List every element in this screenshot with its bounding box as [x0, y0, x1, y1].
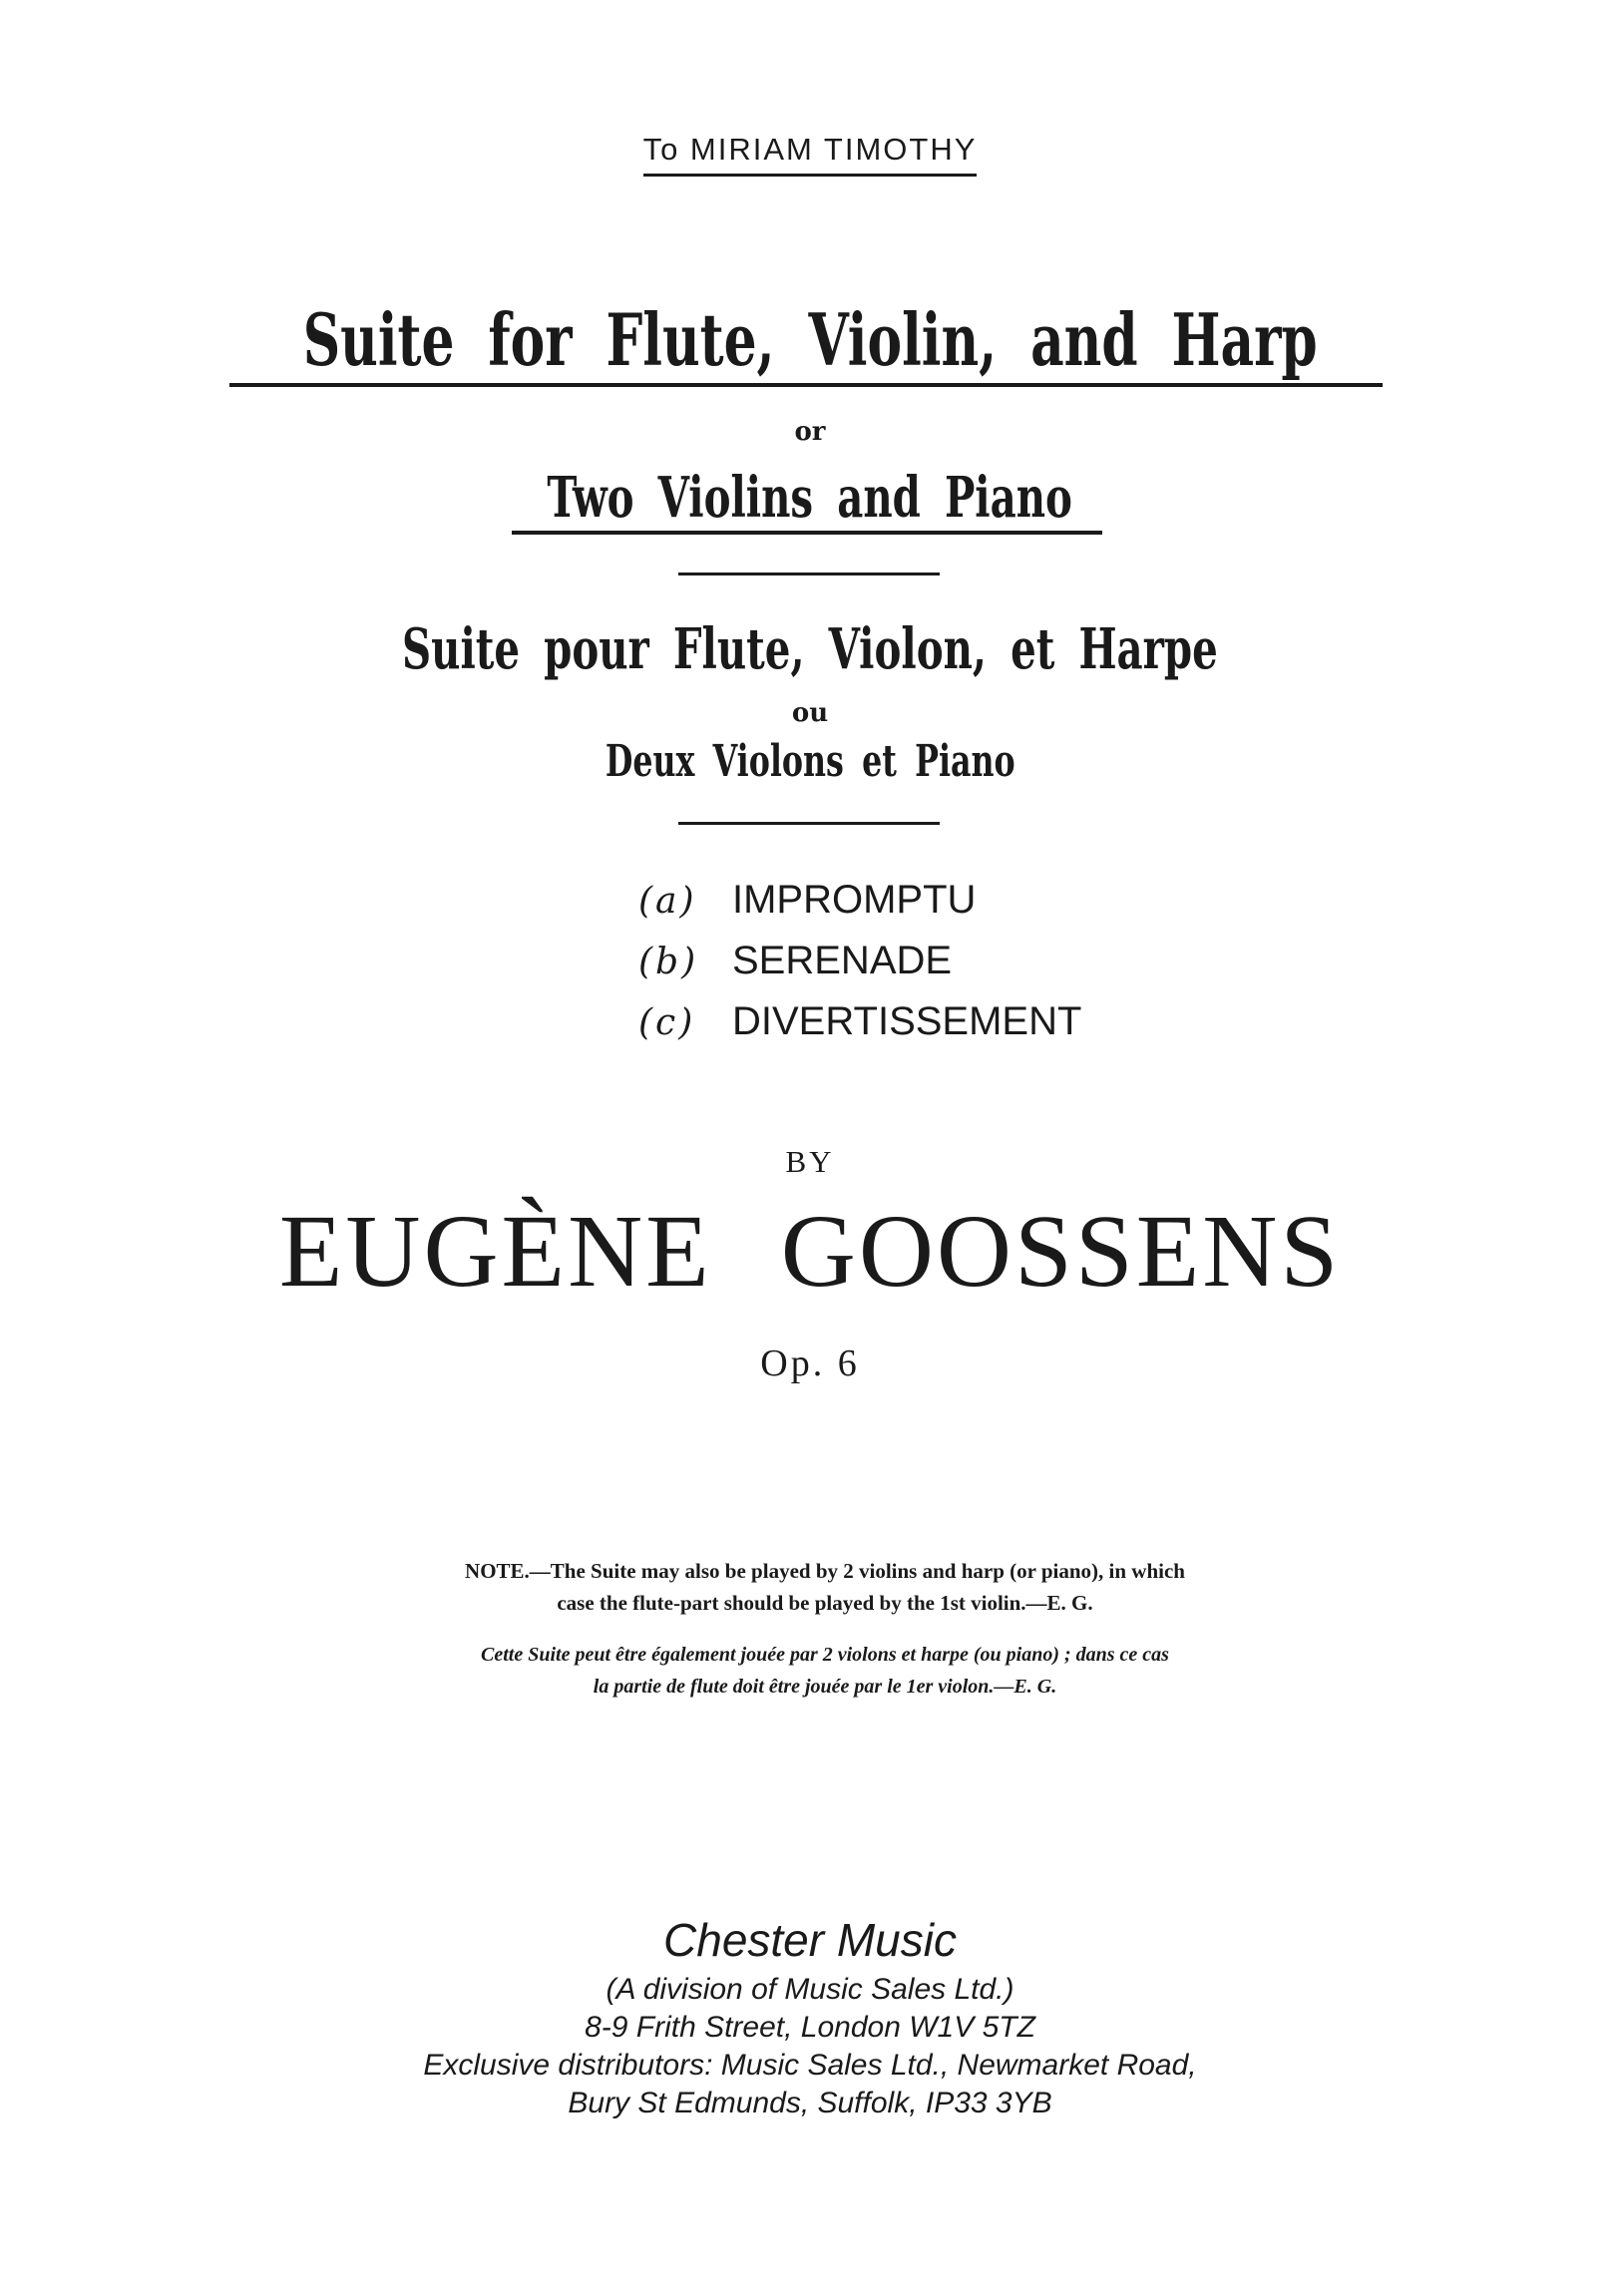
movement-item	[638, 878, 1081, 939]
note-french	[361, 1639, 1289, 1703]
alternate-title	[0, 465, 1620, 531]
publisher-address: 8-9 Frith Street, London W1V 5TZ	[585, 2011, 1035, 2044]
movement-letter: (b)	[638, 942, 699, 982]
publisher-distributors-address: Bury St Edmunds, Suffolk, IP33 3YB	[568, 2087, 1052, 2119]
dedication	[0, 132, 1620, 177]
french-alternate-title	[0, 736, 1620, 787]
alternate-title-text: Two Violins and Piano	[547, 465, 1073, 531]
alternate-title-underline	[512, 531, 1102, 535]
dedication-text: To MIRIAM TIMOTHY	[643, 132, 978, 177]
movement-name: IMPROMPTU	[732, 878, 977, 922]
note-french-line: la partie de flute doit être jouée par le 1er violon.—E. G.	[593, 1676, 1057, 1698]
opus-number: Op. 6	[760, 1342, 860, 1384]
or-text: or	[794, 417, 826, 447]
note-english	[361, 1555, 1289, 1619]
movement-list	[638, 878, 1081, 1060]
main-title-underline	[229, 383, 1383, 387]
note-french-line: Cette Suite peut être également jouée par 2 violons et harpe (ou piano) ; dans ce cas	[481, 1644, 1169, 1666]
publisher-name: Chester Music	[663, 1914, 957, 1966]
divider-1	[678, 573, 940, 575]
note-english-line: NOTE.—The Suite may also be played by 2 violins and harp (or piano), in which	[465, 1559, 1185, 1583]
french-title-text: Suite pour Flute, Violon, et Harpe	[402, 616, 1218, 682]
publisher-block	[0, 1909, 1620, 2122]
publisher-distributors: Exclusive distributors: Music Sales Ltd., Newmarket Road,	[423, 2049, 1197, 2082]
movement-item	[638, 999, 1081, 1060]
french-alternate-title-text: Deux Violons et Piano	[605, 736, 1015, 787]
ou-text: ou	[791, 698, 829, 728]
movement-item	[638, 939, 1081, 999]
by-text: BY	[785, 1144, 835, 1179]
main-title	[0, 297, 1620, 397]
movement-name: DIVERTISSEMENT	[732, 999, 1082, 1043]
composer-name: EUGÈNE GOOSSENS	[278, 1194, 1342, 1309]
main-title-text: Suite for Flute, Violin, and Harp	[302, 297, 1318, 382]
note-english-line: case the flute-part should be played by the 1st violin.—E. G.	[557, 1591, 1093, 1615]
movement-letter: (a)	[638, 881, 697, 922]
publisher-division: (A division of Music Sales Ltd.)	[606, 1973, 1014, 2006]
movement-name: SERENADE	[732, 939, 953, 982]
divider-2	[678, 822, 940, 825]
movement-letter: (c)	[638, 1002, 696, 1043]
french-title	[0, 616, 1620, 682]
